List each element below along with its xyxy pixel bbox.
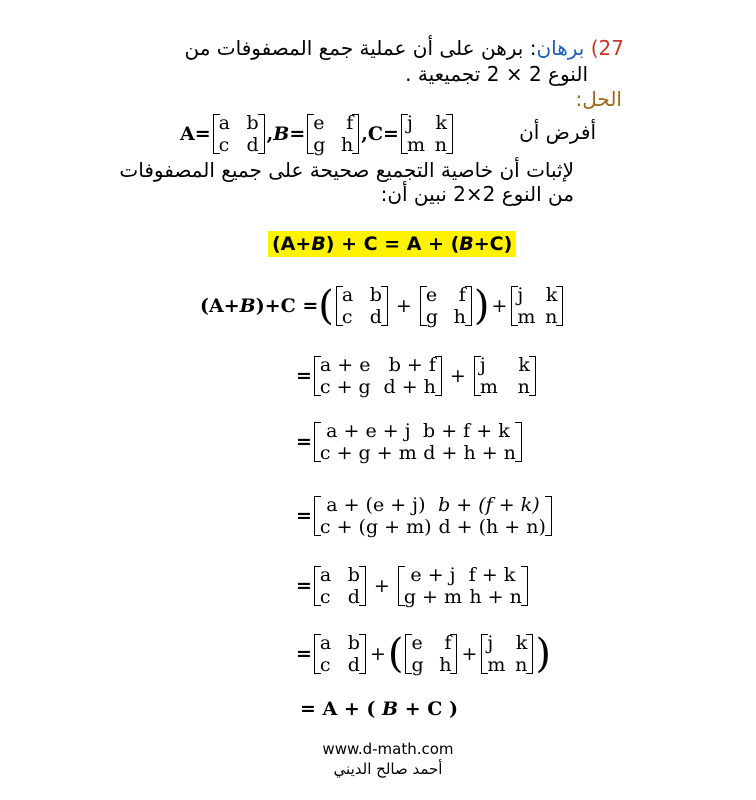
sum-abc-matrix: a + e + j b + f + k c + g + m d + h + n: [314, 420, 522, 464]
matrix-c: j k m n: [511, 284, 563, 328]
problem-text: : برهن على أن عملية جمع المصفوفات من: [184, 36, 537, 60]
matrix-b: e f g h: [405, 632, 457, 676]
problem-number: 27): [590, 36, 624, 60]
matrix-a: a b c d: [213, 112, 265, 156]
close-paren: ): [473, 283, 490, 329]
matrix-b-label: B=: [273, 123, 306, 145]
step-3: = a + e + j b + f + k c + g + m d + h + n: [296, 420, 524, 464]
sum-ab-matrix: a + e b + f c + g d + h: [314, 354, 442, 398]
step-2: = a + e b + f c + g d + h + j k m n: [296, 354, 538, 398]
matrix-b: e f g h: [307, 112, 359, 156]
step-1-lhs: (A+B)+C =: [200, 295, 319, 317]
matrix-a-label: A=: [180, 123, 211, 145]
step-1: (A+B)+C = ( a b c d + e f g h ) + j k m n: [200, 284, 565, 328]
open-paren: (: [387, 631, 404, 677]
associativity-statement: (A+B) + C = A + (B+C): [268, 233, 516, 255]
assume-row: [180, 112, 455, 156]
matrix-b: e f g h: [420, 284, 472, 328]
sum-bc-matrix: e + j f + k g + m h + n: [398, 564, 528, 608]
matrix-c: j k m n: [481, 632, 533, 676]
matrix-a: a b c d: [314, 632, 366, 676]
step-6: = a b c d + ( e f g h + j k m n ): [296, 631, 551, 677]
solution-label: الحل:: [575, 87, 622, 111]
matrix-c-label: ,C=: [361, 123, 399, 145]
matrix-b-comma: ,: [266, 123, 274, 145]
matrix-c: j k m n: [474, 354, 536, 398]
matrix-a: a b c d: [336, 284, 388, 328]
matrix-c: j k m n: [401, 112, 453, 156]
problem-label: برهان: [536, 36, 585, 60]
close-paren: ): [535, 631, 551, 677]
open-paren: (: [318, 283, 334, 329]
problem-line-1: [184, 36, 624, 60]
step-4: = a + (e + j) b + (f + k) c + (g + m) d + (h + n): [296, 494, 554, 538]
prove-line-1: لإثبات أن خاصية التجميع صحيحة على جميع المصفوفات: [119, 158, 574, 182]
step-7: = A + ( B + C ): [300, 698, 458, 720]
grouped-matrix: a + (e + j) b + (f + k) c + (g + m) d + (h + n): [314, 494, 552, 538]
assume-text: أفرض أن: [519, 120, 596, 144]
step-5: = a b c d + e + j f + k g + m h + n: [296, 564, 530, 608]
prove-line-2: من النوع 2×2 نبين أن:: [380, 182, 574, 206]
footer-author: أحمد صالح الديني: [333, 760, 443, 778]
matrix-a: a b c d: [314, 564, 366, 608]
footer-url: www.d-math.com: [322, 740, 454, 758]
problem-line-2: النوع 2 × 2 تجميعية .: [405, 62, 588, 86]
